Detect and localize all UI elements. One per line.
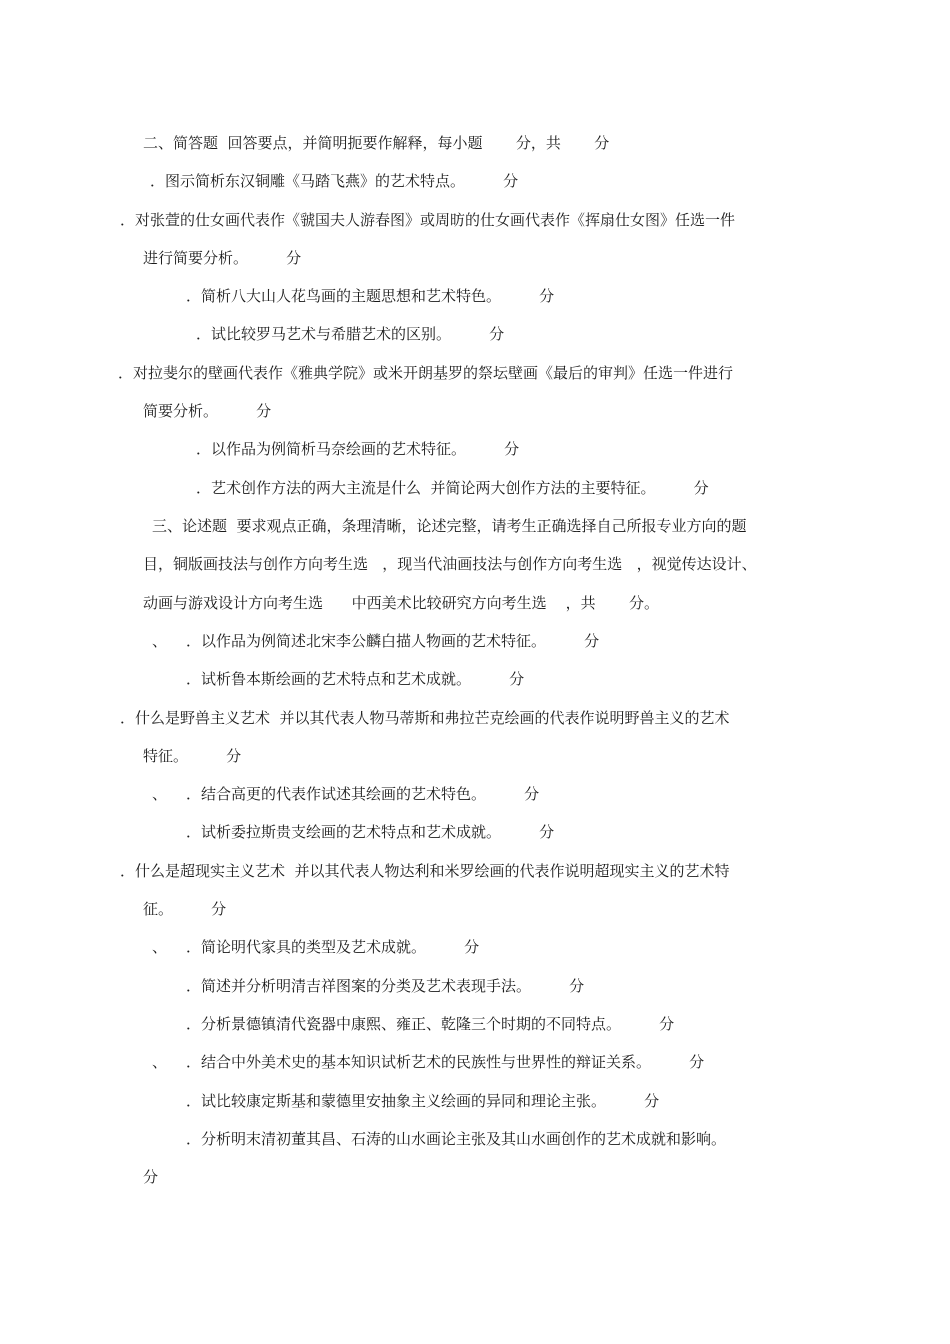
question-2-4: ．试比较罗马艺术与希腊艺术的区别。 分: [196, 325, 505, 343]
question-2-3: ．简析八大山人花鸟画的主题思想和艺术特色。 分: [186, 287, 555, 305]
question-3-4-3-line2: 分: [143, 1168, 159, 1186]
question-2-6: ．以作品为例简析马奈绘画的艺术特征。 分: [196, 440, 520, 458]
question-3-1-1: ．以作品为例简述北宋李公麟白描人物画的艺术特征。 分: [186, 632, 600, 650]
section-3-heading-line1: 三、论述题 要求观点正确，条理清晰，论述完整，请考生正确选择自己所报专业方向的题: [152, 517, 747, 535]
section-3-heading-line2: 目，铜版画技法与创作方向考生选 ，现当代油画技法与创作方向考生选 ，视觉传达设计、: [143, 555, 757, 573]
question-2-5-line2: 简要分析。 分: [143, 402, 272, 420]
question-3-2-3-line2: 征。 分: [143, 900, 227, 918]
question-2-2-line2: 进行简要分析。 分: [143, 249, 302, 267]
question-3-1-3-line2: 特征。 分: [143, 747, 242, 765]
question-3-1-2: ．试析鲁本斯绘画的艺术特点和艺术成就。 分: [186, 670, 525, 688]
question-3-2-3-line1: ．什么是超现实主义艺术 并以其代表人物达利和米罗绘画的代表作说明超现实主义的艺术特: [120, 862, 730, 880]
question-3-2-2: ．试析委拉斯贵支绘画的艺术特点和艺术成就。 分: [186, 823, 555, 841]
group-3-marker: 、: [152, 938, 168, 956]
group-2-marker: 、: [152, 785, 168, 803]
question-2-7: ．艺术创作方法的两大主流是什么 并简论两大创作方法的主要特征。 分: [196, 479, 709, 497]
question-3-3-3: ．分析景德镇清代瓷器中康熙、雍正、乾隆三个时期的不同特点。 分: [186, 1015, 675, 1033]
section-3-heading-line3: 动画与游戏设计方向考生选 中西美术比较研究方向考生选 ，共 分。: [143, 594, 660, 612]
question-3-3-2: ．简述并分析明清吉祥图案的分类及艺术表现手法。 分: [186, 977, 585, 995]
question-3-2-1: ．结合高更的代表作试述其绘画的艺术特色。 分: [186, 785, 540, 803]
group-1-marker: 、: [152, 632, 168, 650]
question-2-2-line1: ．对张萱的仕女画代表作《虢国夫人游春图》或周昉的仕女画代表作《挥扇仕女图》任选一件: [120, 211, 736, 229]
group-4-marker: 、: [152, 1053, 168, 1071]
question-2-1: ．图示简析东汉铜雕《马踏飞燕》的艺术特点。 分: [150, 172, 519, 190]
question-3-4-2: ．试比较康定斯基和蒙德里安抽象主义绘画的异同和理论主张。 分: [186, 1092, 660, 1110]
question-3-1-3-line1: ．什么是野兽主义艺术 并以其代表人物马蒂斯和弗拉芒克绘画的代表作说明野兽主义的艺术: [120, 709, 730, 727]
question-3-3-1: ．简论明代家具的类型及艺术成就。 分: [186, 938, 480, 956]
question-3-4-1: ．结合中外美术史的基本知识试析艺术的民族性与世界性的辩证关系。 分: [186, 1053, 705, 1071]
section-2-heading: 二、简答题 回答要点，并简明扼要作解释，每小题 分，共 分: [143, 134, 610, 152]
question-2-5-line1: ．对拉斐尔的壁画代表作《雅典学院》或米开朗基罗的祭坛壁画《最后的审判》任选一件进行: [118, 364, 734, 382]
question-3-4-3-line1: ．分析明末清初董其昌、石涛的山水画论主张及其山水画创作的艺术成就和影响。: [186, 1130, 727, 1148]
